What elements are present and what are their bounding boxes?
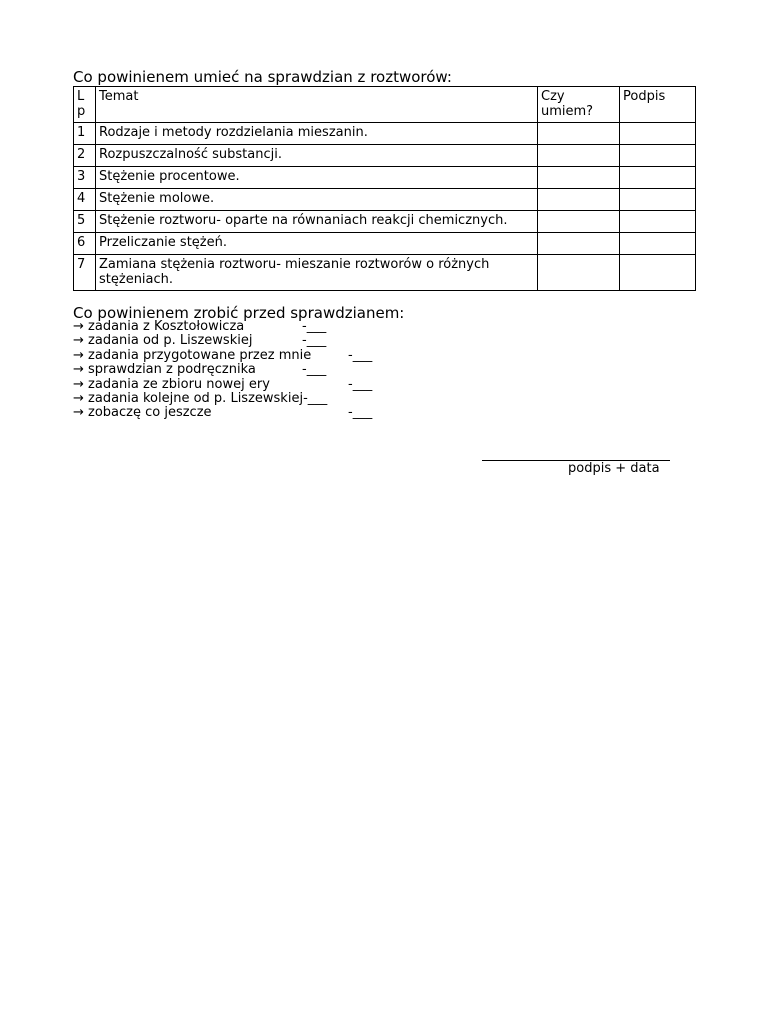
table-row (74, 145, 696, 167)
row-can-cell[interactable] (538, 167, 620, 189)
row-topic: Stężenie molowe. (96, 189, 538, 211)
row-topic: Rozpuszczalność substancji. (96, 145, 538, 167)
row-sign-cell[interactable] (620, 145, 696, 167)
row-can-cell[interactable] (538, 233, 620, 255)
todo-text: → zadania kolejne od p. Liszewskiej (73, 390, 304, 406)
row-sign-cell[interactable] (620, 255, 696, 291)
todo-mark: -___ (348, 347, 373, 363)
list-item (73, 320, 327, 334)
todo-text: → zadania przygotowane przez mnie (73, 347, 312, 363)
row-sign-cell[interactable] (620, 123, 696, 145)
row-can-cell[interactable] (538, 123, 620, 145)
row-lp: 1 (74, 123, 96, 145)
header-topic: Temat (96, 87, 538, 123)
row-lp: 7 (74, 255, 96, 291)
row-sign-cell[interactable] (620, 233, 696, 255)
table-header-row (74, 87, 696, 123)
todo-text: → zadania z Kosztołowicza (73, 319, 245, 334)
signature-label: podpis + data (568, 461, 660, 476)
list-item (73, 334, 327, 348)
row-topic: Zamiana stężenia roztworu- mieszanie roztworów o różnych stężeniach. (96, 255, 538, 291)
todo-text: → zobaczę co jeszcze (73, 405, 212, 421)
todo-mark: -___ (348, 376, 373, 392)
row-topic: Przeliczanie stężeń. (96, 233, 538, 255)
checklist-title: Co powinienem umieć na sprawdzian z roztworów: (73, 68, 452, 86)
todo-list (73, 319, 373, 421)
list-item (73, 405, 373, 421)
row-can-cell[interactable] (538, 255, 620, 291)
todo-text: → zadania od p. Liszewskiej (73, 333, 253, 349)
header-can: Czy umiem? (538, 87, 620, 123)
row-topic: Rodzaje i metody rozdzielania mieszanin. (96, 123, 538, 145)
todo-mark: -___ (302, 319, 327, 334)
row-can-cell[interactable] (538, 189, 620, 211)
table-row (74, 233, 696, 255)
row-lp: 4 (74, 189, 96, 211)
table-row (74, 255, 696, 291)
list-item (73, 347, 373, 363)
table-row (74, 167, 696, 189)
list-item (73, 376, 373, 392)
row-sign-cell[interactable] (620, 211, 696, 233)
todo-text: → sprawdzian z podręcznika (73, 362, 256, 378)
row-lp: 5 (74, 211, 96, 233)
list-item (73, 363, 327, 377)
header-sign: Podpis (620, 87, 696, 123)
list-item (73, 392, 327, 406)
todo-mark: -___ (348, 405, 373, 421)
row-sign-cell[interactable] (620, 189, 696, 211)
header-lp: L p (74, 87, 96, 123)
todo-mark: -___ (302, 362, 327, 378)
row-can-cell[interactable] (538, 211, 620, 233)
row-can-cell[interactable] (538, 145, 620, 167)
row-lp: 6 (74, 233, 96, 255)
row-topic: Stężenie roztworu- oparte na równaniach reakcji chemicznych. (96, 211, 538, 233)
todo-mark: -___ (303, 390, 328, 406)
todo-title: Co powinienem zrobić przed sprawdzianem: (73, 304, 405, 322)
table-row (74, 189, 696, 211)
checklist-table (73, 86, 696, 291)
row-topic: Stężenie procentowe. (96, 167, 538, 189)
row-lp: 3 (74, 167, 96, 189)
todo-mark: -___ (302, 333, 327, 349)
row-lp: 2 (74, 145, 96, 167)
row-sign-cell[interactable] (620, 167, 696, 189)
table-row (74, 211, 696, 233)
todo-text: → zadania ze zbioru nowej ery (73, 376, 270, 392)
table-row (74, 123, 696, 145)
